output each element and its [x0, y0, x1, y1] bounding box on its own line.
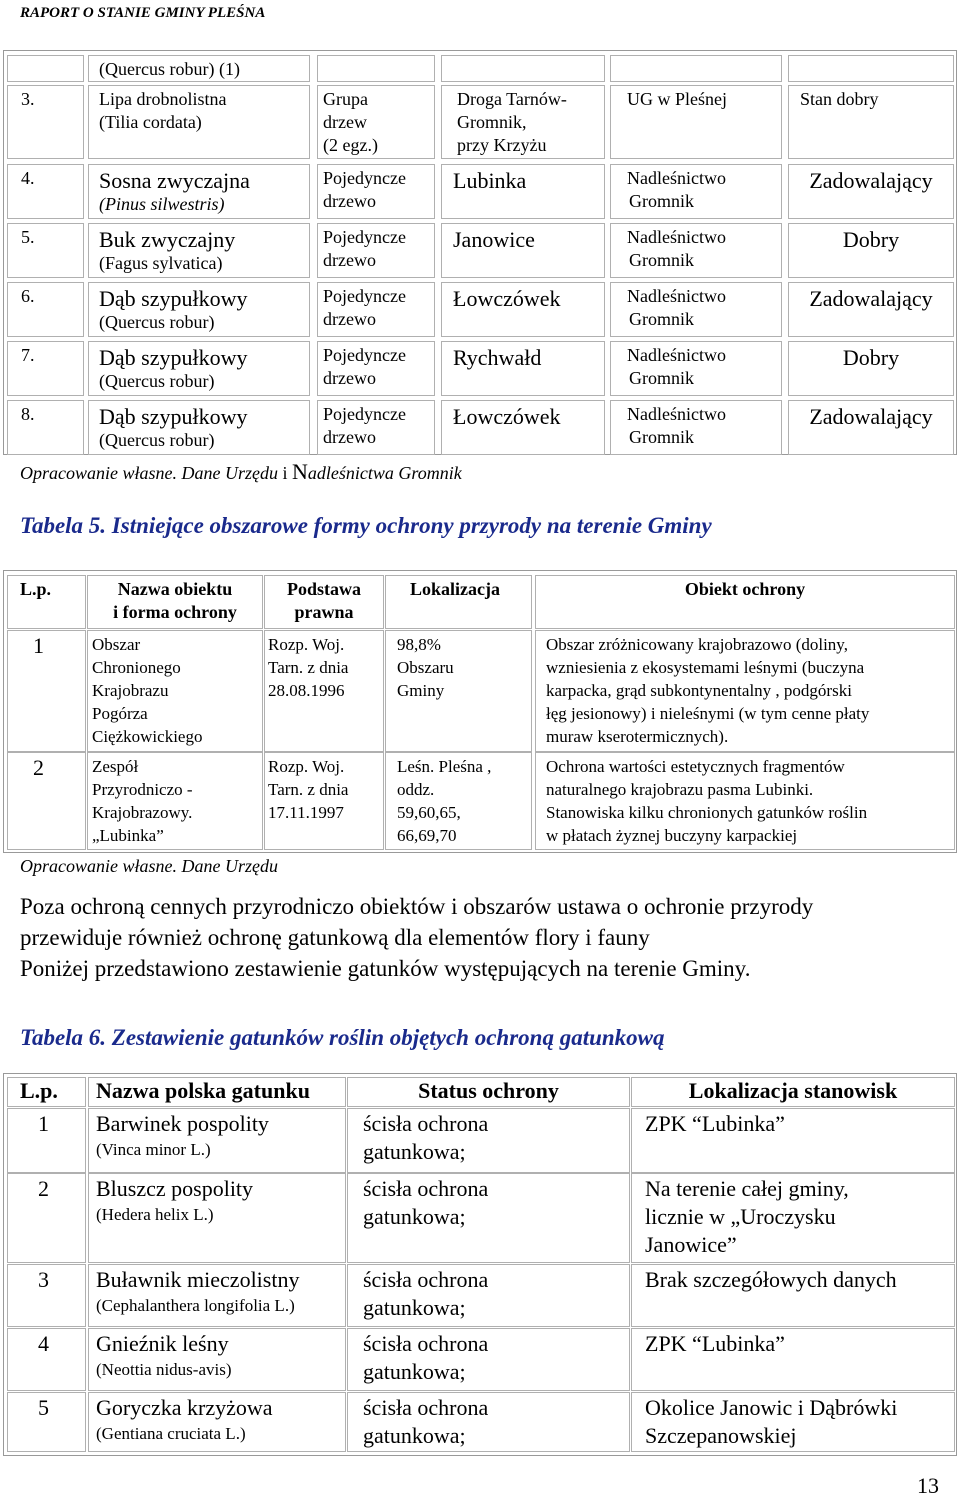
location-line-1: Droga Tarnów- [457, 89, 567, 109]
area-location-line: Obszaru [397, 658, 454, 677]
protected-object-line: Obszar zróżnicowany krajobrazowo (doliny, [546, 635, 848, 654]
header-location: Lokalizacja [410, 579, 500, 599]
species-latin: (Fagus sylvatica) [99, 253, 223, 273]
area-name-line: Pogórza [92, 704, 148, 723]
table-cell [788, 55, 954, 82]
area-name-line: Zespół [92, 757, 139, 776]
source-text-c: N [292, 459, 308, 484]
protection-status-line-1: ścisła ochrona [363, 1395, 489, 1420]
header-name-2: i forma ochrony [113, 602, 237, 622]
site-location-line: Brak szczegółowych danych [645, 1267, 897, 1292]
form-line-2: drzewo [323, 191, 376, 211]
paragraph-line-2: przewiduje również ochronę gatunkową dla elementów flory i fauny [20, 925, 650, 950]
area-location-line: Gminy [397, 681, 445, 700]
row-number: 6. [21, 286, 35, 306]
protected-object-line: w płatach żyznej buczyny karpackiej [546, 826, 798, 845]
table-cell [7, 55, 84, 82]
form-line-1: Grupa [323, 89, 368, 109]
table-cell [7, 400, 84, 455]
trees-top-name: (Quercus robur) (1) [99, 59, 240, 79]
site-location-line: ZPK “Lubinka” [645, 1331, 785, 1356]
protection-status-line-1: ścisła ochrona [363, 1176, 489, 1201]
owner-line-1: Nadleśnictwo [627, 168, 726, 188]
species-latin: (Quercus robur) [99, 312, 215, 332]
area-name-line: Obszar [92, 635, 141, 654]
protected-object-line: karpacka, grąd subkontynentalny , podgórski [546, 681, 852, 700]
species-latin-name: (Gentiana cruciata L.) [96, 1424, 246, 1443]
owner-line-2: Gromnik [629, 250, 694, 270]
page-number: 13 [917, 1473, 939, 1498]
header-object: Obiekt ochrony [684, 579, 806, 599]
protected-object-line: naturalnego krajobrazu pasma Lubinki. [546, 780, 814, 799]
area-location-line: oddz. [397, 780, 435, 799]
source-text-a: Opracowanie własne. Dane Urzędu [20, 463, 278, 483]
table-cell [610, 55, 782, 82]
area-location-line: 98,8% [397, 635, 441, 654]
location-line-1: Łowczówek [453, 404, 561, 429]
table-cell [7, 752, 86, 850]
header-status: Status ochrony [418, 1078, 559, 1103]
species-polish-name: Gnieźnik leśny [96, 1331, 229, 1356]
form-line-2: drzewo [323, 309, 376, 329]
state-value: Dobry [842, 227, 900, 252]
protection-status-line-2: gatunkowa; [363, 1139, 466, 1164]
species-latin: (Pinus silwestris) [99, 194, 225, 214]
row-number: 1 [38, 1111, 49, 1136]
row-number: 4 [38, 1331, 49, 1356]
header-lp: L.p. [20, 579, 52, 599]
location-line-1: Rychwałd [453, 345, 542, 370]
location-line-1: Janowice [453, 227, 535, 252]
form-line-3: (2 egz.) [323, 135, 378, 155]
row-number: 5. [21, 227, 35, 247]
species-latin: (Quercus robur) [99, 371, 215, 391]
state-value: Zadowalający [809, 286, 933, 311]
species-latin-name: (Neottia nidus-avis) [96, 1360, 232, 1379]
form-line-2: drzewo [323, 427, 376, 447]
legal-basis-line: 28.08.1996 [268, 681, 345, 700]
area-name-line: Ciężkowickiego [92, 727, 203, 746]
species-name: Lipa drobnolistna [99, 89, 227, 109]
site-location-line: ZPK “Lubinka” [645, 1111, 785, 1136]
table5-source: Opracowanie własne. Dane Urzędu [20, 856, 278, 876]
species-name: Dąb szypułkowy [99, 345, 248, 370]
legal-basis-line: Tarn. z dnia [268, 658, 349, 677]
species-name: Sosna zwyczajna [99, 168, 250, 193]
area-name-line: Przyrodniczo - [92, 780, 193, 799]
protected-object-line: łęg jesionowy) i nieleśnymi (w tym cenne płaty [546, 704, 870, 723]
table6-caption: Tabela 6. Zestawienie gatunków roślin objętych ochroną gatunkową [20, 1025, 665, 1050]
legal-basis-line: Rozp. Woj. [268, 635, 345, 654]
area-location-line: 66,69,70 [397, 826, 457, 845]
owner-line-1: Nadleśnictwo [627, 227, 726, 247]
site-location-line: Okolice Janowic i Dąbrówki [645, 1395, 898, 1420]
header-legal-2: prawna [294, 602, 354, 622]
species-latin: (Tilia cordata) [99, 112, 202, 132]
area-name-line: „Lubinka” [92, 826, 164, 845]
protected-object-line: wzniesienia z ekosystemami leśnymi (buczyna [546, 658, 865, 677]
state-value: Dobry [842, 345, 900, 370]
species-latin-name: (Vinca minor L.) [96, 1140, 211, 1159]
form-line-2: drzewo [323, 250, 376, 270]
paragraph-line-1: Poza ochroną cennych przyrodniczo obiektów i obszarów ustawa o ochronie przyrody [20, 894, 814, 919]
location-line-1: Łowczówek [453, 286, 561, 311]
site-location-line: Janowice” [645, 1232, 737, 1257]
species-polish-name: Bluszcz pospolity [96, 1176, 254, 1201]
form-line-1: Pojedyncze [323, 227, 406, 247]
site-location-line: licznie w „Uroczysku [645, 1204, 836, 1229]
state-value: Stan dobry [800, 89, 879, 109]
table-cell [7, 223, 84, 278]
form-line-2: drzewo [323, 368, 376, 388]
row-number: 2 [38, 1176, 49, 1201]
table-cell [7, 282, 84, 337]
species-latin-name: (Cephalanthera longifolia L.) [96, 1296, 295, 1315]
header-name: Nazwa polska gatunku [96, 1078, 310, 1103]
area-name-line: Krajobrazu [92, 681, 169, 700]
owner-line-2: Gromnik [629, 309, 694, 329]
species-polish-name: Barwinek pospolity [96, 1111, 269, 1136]
location-line-2: Gromnik, [457, 112, 527, 132]
trees-table-source [20, 459, 462, 485]
table-cell [7, 341, 84, 396]
source-text-d: adleśnictwa Gromnik [307, 463, 462, 483]
row-number: 3 [38, 1267, 49, 1292]
row-number: 5 [38, 1395, 49, 1420]
row-number: 2 [33, 755, 44, 780]
row-number: 1 [33, 633, 44, 658]
owner-line-2: Gromnik [629, 368, 694, 388]
form-line-2: drzew [323, 112, 367, 132]
legal-basis-line: 17.11.1997 [268, 803, 344, 822]
header-legal-1: Podstawa [286, 579, 361, 599]
species-polish-name: Goryczka krzyżowa [96, 1395, 273, 1420]
state-value: Zadowalający [809, 404, 933, 429]
protection-status-line-2: gatunkowa; [363, 1359, 466, 1384]
area-location-line: 59,60,65, [397, 803, 461, 822]
owner-line-2: Gromnik [629, 191, 694, 211]
table-cell [7, 164, 84, 219]
row-number: 7. [21, 345, 35, 365]
species-name: Dąb szypułkowy [99, 404, 248, 429]
site-location-line: Szczepanowskiej [645, 1423, 797, 1448]
form-line-1: Pojedyncze [323, 404, 406, 424]
protected-object-line: Ochrona wartości estetycznych fragmentów [546, 757, 845, 776]
source-text-b: i [277, 463, 292, 483]
state-value: Zadowalający [809, 168, 933, 193]
legal-basis-line: Rozp. Woj. [268, 757, 345, 776]
species-latin-name: (Hedera helix L.) [96, 1205, 214, 1224]
owner-line-2: Gromnik [629, 427, 694, 447]
form-line-1: Pojedyncze [323, 168, 406, 188]
protection-status-line-1: ścisła ochrona [363, 1267, 489, 1292]
row-number: 8. [21, 404, 35, 424]
header-name-1: Nazwa obiektu [117, 579, 233, 599]
row-number: 4. [21, 168, 35, 188]
protection-status-line-2: gatunkowa; [363, 1295, 466, 1320]
protection-status-line-1: ścisła ochrona [363, 1111, 489, 1136]
location-line-3: przy Krzyżu [457, 135, 547, 155]
header-location: Lokalizacja stanowisk [688, 1078, 898, 1103]
species-latin: (Quercus robur) [99, 430, 215, 450]
body-paragraph [20, 891, 950, 984]
owner-line-1: Nadleśnictwo [627, 286, 726, 306]
table5-caption: Tabela 5. Istniejące obszarowe formy ochrony przyrody na terenie Gminy [20, 513, 712, 538]
protection-status-line-2: gatunkowa; [363, 1423, 466, 1448]
owner-line-1: Nadleśnictwo [627, 404, 726, 424]
paragraph-line-3: Poniżej przedstawiono zestawienie gatunków występujących na terenie Gminy. [20, 956, 751, 981]
table-cell [7, 630, 86, 752]
area-name-line: Chronionego [92, 658, 181, 677]
area-location-line: Leśn. Pleśna , [397, 757, 492, 776]
form-line-1: Pojedyncze [323, 286, 406, 306]
page-header: RAPORT O STANIE GMINY PLEŚNA [20, 5, 266, 21]
protected-object-line: muraw kserotermicznych). [546, 727, 729, 746]
owner-line-1: UG w Pleśnej [627, 89, 727, 109]
table-cell [441, 55, 605, 82]
species-name: Buk zwyczajny [99, 227, 236, 252]
legal-basis-line: Tarn. z dnia [268, 780, 349, 799]
protection-status-line-2: gatunkowa; [363, 1204, 466, 1229]
area-name-line: Krajobrazowy. [92, 803, 193, 822]
owner-line-1: Nadleśnictwo [627, 345, 726, 365]
table-cell [317, 55, 435, 82]
species-name: Dąb szypułkowy [99, 286, 248, 311]
protected-object-line: Stanowiska kilku chronionych gatunków roślin [546, 803, 868, 822]
form-line-1: Pojedyncze [323, 345, 406, 365]
row-number: 3. [21, 89, 35, 109]
header-lp: L.p. [20, 1078, 58, 1103]
site-location-line: Na terenie całej gminy, [645, 1176, 849, 1201]
table-cell [7, 85, 84, 159]
protection-status-line-1: ścisła ochrona [363, 1331, 489, 1356]
species-polish-name: Buławnik mieczolistny [96, 1267, 300, 1292]
location-line-1: Lubinka [453, 168, 527, 193]
